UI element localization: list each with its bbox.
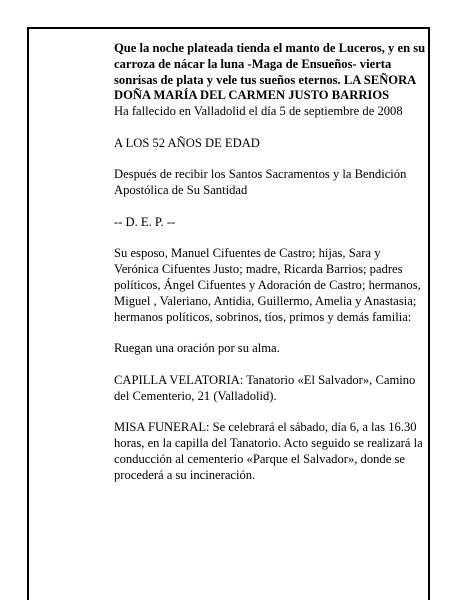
sacraments-statement: Después de recibir los Santos Sacramentos y la Bendición Apostólica de Su Santidad xyxy=(114,167,407,198)
age-statement: A LOS 52 AÑOS DE EDAD xyxy=(114,135,260,150)
death-statement: Ha fallecido en Valladolid el día 5 de septiembre de 2008 xyxy=(114,104,403,119)
chapel-info: CAPILLA VELATORIA: Tanatorio «El Salvador», Camino del Cementerio, 21 (Valladolid). xyxy=(114,372,416,403)
obituary-notice xyxy=(114,41,426,483)
family-list: Su esposo, Manuel Cifuentes de Castro; hijas, Sara y Verónica Cifuentes Justo; madre, Ricarda Barrios; padres políticos, Ángel Cifuentes y Adoración de Castro; hermanos, Miguel , Valeriano, Antidia, Guillermo, Amelia y Anastasia; hermanos políticos, sobrinos, tíos, primos y demás familia: xyxy=(114,246,421,324)
rip-line: -- D. E. P. -- xyxy=(114,214,176,229)
prayer-request: Ruegan una oración por su alma. xyxy=(114,341,280,356)
funeral-info: MISA FUNERAL: Se celebrará el sábado, día 6, a las 16.30 horas, en la capilla del Tanatorio. Acto seguido se realizará la conducción al cementerio «Parque el Salvador», donde se procederá a su incineración. xyxy=(114,420,423,482)
verse-text: Que la noche plateada tienda el manto de Luceros, y en su carroza de nácar la luna -Maga de Ensueños- vierta sonrisas de plata y vele tus sueños eternos. LA SEÑORA xyxy=(114,41,426,87)
deceased-name: DOÑA MARÍA DEL CARMEN JUSTO BARRIOS xyxy=(114,88,390,103)
